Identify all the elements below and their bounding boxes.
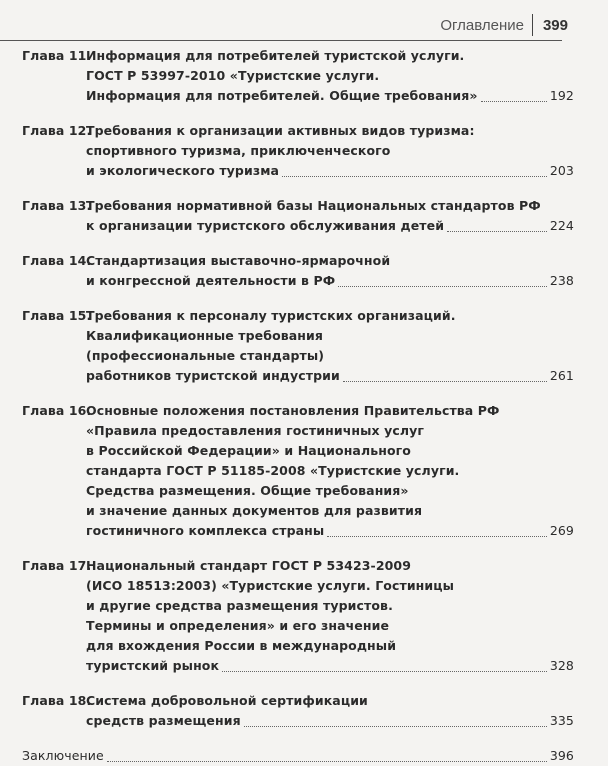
header-rule <box>0 40 562 41</box>
chapter-number: Глава 11. <box>22 48 92 63</box>
running-header <box>440 14 568 36</box>
chapter-page: 261 <box>549 368 574 383</box>
toc-entry[interactable] <box>22 401 574 541</box>
chapter-title <box>86 691 574 731</box>
dot-leader <box>327 524 547 537</box>
dot-leader <box>244 714 547 727</box>
chapter-title-line: спортивного туризма, приключенческого <box>86 143 391 158</box>
chapter-title-line: и другие средства размещения туристов. <box>86 598 393 613</box>
chapter-number: Глава 16. <box>22 403 92 418</box>
toc-entry[interactable] <box>22 121 574 181</box>
toc-entry[interactable] <box>22 196 574 236</box>
chapter-number: Глава 12. <box>22 123 92 138</box>
chapter-title <box>86 401 574 541</box>
dot-leader <box>447 219 547 232</box>
chapter-title-line: Национальный стандарт ГОСТ Р 53423-2009 <box>86 558 412 573</box>
dot-leader <box>282 164 547 177</box>
chapter-title-line: Требования к персоналу туристских организаций. <box>86 308 456 323</box>
dot-leader <box>222 659 547 672</box>
table-of-contents <box>22 46 574 766</box>
chapter-page: 328 <box>549 658 574 673</box>
toc-entry[interactable] <box>22 46 574 106</box>
dot-leader <box>107 749 547 762</box>
chapter-title-lastline <box>86 711 574 731</box>
chapter-number: Глава 18. <box>22 693 92 708</box>
chapter-title-line: (ИСО 18513:2003) «Туристские услуги. Гостиницы <box>86 578 455 593</box>
conclusion-label: Заключение <box>22 748 104 763</box>
chapter-title-line: работников туристской индустрии <box>86 368 340 383</box>
chapter-title-line: гостиничного комплекса страны <box>86 523 325 538</box>
chapter-title-line: и конгрессной деятельности в РФ <box>86 273 336 288</box>
chapter-title-line: Требования нормативной базы Национальных стандартов РФ <box>86 198 541 213</box>
chapter-number: Глава 17. <box>22 558 92 573</box>
chapter-title-line: Информация для потребителей туристской услуги. <box>86 48 465 63</box>
chapter-number: Глава 13. <box>22 198 92 213</box>
chapter-title-line: Средства размещения. Общие требования» <box>86 483 409 498</box>
chapter-title <box>86 251 574 291</box>
toc-entry[interactable] <box>22 251 574 291</box>
chapter-title-line: Стандартизация выставочно-ярмарочной <box>86 253 391 268</box>
chapter-title-line: Информация для потребителей. Общие требования» <box>86 88 478 103</box>
chapter-title-line: стандарта ГОСТ Р 51185-2008 «Туристские услуги. <box>86 463 460 478</box>
chapter-page: 269 <box>549 523 574 538</box>
chapter-title-line: «Правила предоставления гостиничных услуг <box>86 423 425 438</box>
chapter-title-line: к организации туристского обслуживания детей <box>86 218 445 233</box>
chapter-title-line: Термины и определения» и его значение <box>86 618 390 633</box>
toc-entry[interactable] <box>22 306 574 386</box>
chapter-title-lastline <box>86 161 574 181</box>
chapter-title-lastline <box>86 271 574 291</box>
chapter-title-line: средств размещения <box>86 713 241 728</box>
section-title: Оглавление <box>440 16 524 34</box>
chapter-title-line: Система добровольной сертификации <box>86 693 368 708</box>
chapter-title-lastline <box>86 656 574 676</box>
toc-entry[interactable] <box>22 691 574 731</box>
header-divider <box>532 14 533 36</box>
chapter-title-lastline <box>86 86 574 106</box>
chapter-title-lastline <box>86 216 574 236</box>
dot-leader <box>481 89 547 102</box>
toc-entries <box>22 46 574 731</box>
chapter-title <box>86 196 574 236</box>
chapter-title <box>86 556 574 676</box>
chapter-title-line: и значение данных документов для развития <box>86 503 423 518</box>
chapter-number: Глава 15. <box>22 308 92 323</box>
chapter-title-line: в Российской Федерации» и Национального <box>86 443 411 458</box>
toc-entry-conclusion[interactable] <box>22 746 574 766</box>
chapter-title-line: ГОСТ Р 53997-2010 «Туристские услуги. <box>86 68 380 83</box>
chapter-title <box>86 121 574 181</box>
chapter-page: 335 <box>549 713 574 728</box>
toc-entry[interactable] <box>22 556 574 676</box>
chapter-page: 238 <box>549 273 574 288</box>
chapter-page: 203 <box>549 163 574 178</box>
dot-leader <box>338 274 547 287</box>
chapter-page: 224 <box>549 218 574 233</box>
dot-leader <box>343 369 547 382</box>
chapter-title-line: Квалификационные требования <box>86 328 324 343</box>
conclusion-page: 396 <box>549 748 574 763</box>
chapter-title-lastline <box>86 366 574 386</box>
page-number: 399 <box>542 16 568 34</box>
chapter-title-line: для вхождения России в международный <box>86 638 397 653</box>
chapter-title-lastline <box>86 521 574 541</box>
chapter-title-line: и экологического туризма <box>86 163 280 178</box>
chapter-page: 192 <box>549 88 574 103</box>
chapter-title <box>86 306 574 386</box>
chapter-title-line: Основные положения постановления Правительства РФ <box>86 403 500 418</box>
chapter-number: Глава 14. <box>22 253 92 268</box>
chapter-title <box>86 46 574 106</box>
chapter-title-line: Требования к организации активных видов туризма: <box>86 123 475 138</box>
chapter-title-line: (профессиональные стандарты) <box>86 348 325 363</box>
chapter-title-line: туристский рынок <box>86 658 220 673</box>
